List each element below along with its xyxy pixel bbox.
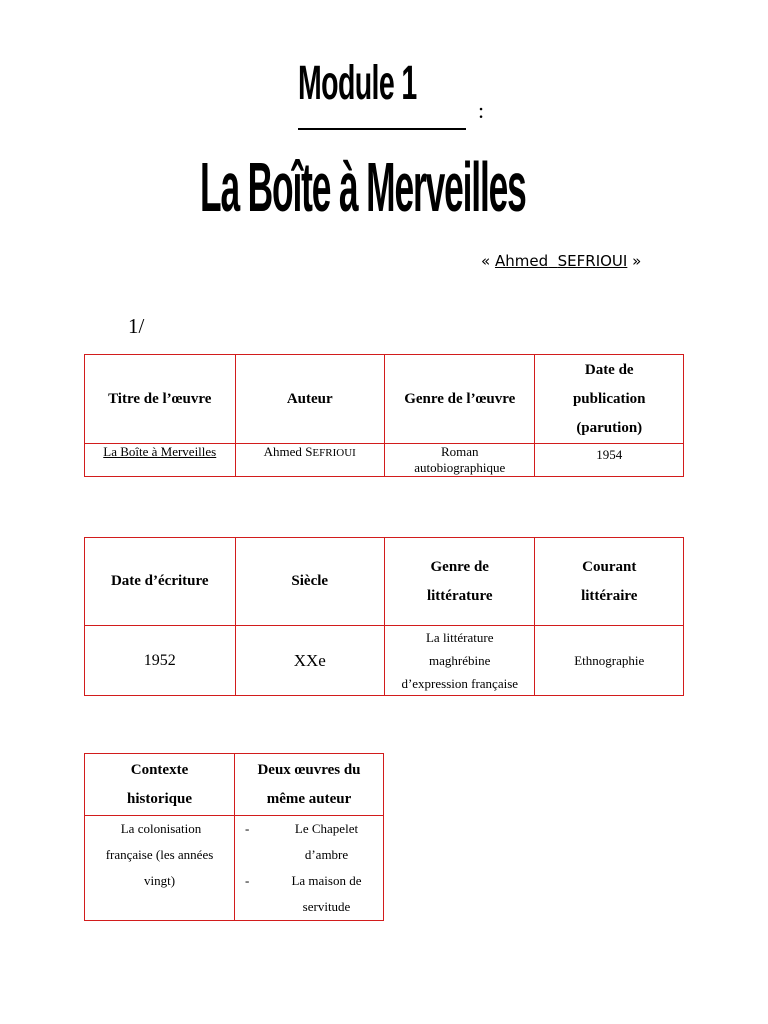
cell-titre: La Boîte à Merveilles	[85, 444, 236, 477]
header-date-publication: Date de publication (parution)	[535, 355, 684, 444]
header-genre-litterature: Genre de littérature	[384, 538, 535, 626]
table-header-row	[85, 538, 684, 626]
author-line	[481, 251, 641, 271]
header-deux-oeuvres: Deux œuvres du même auteur	[235, 754, 384, 816]
header-siecle: Siècle	[235, 538, 384, 626]
cell-genre: Roman autobiographique	[384, 444, 535, 477]
list-item: - Le Chapelet d’ambre	[235, 816, 383, 868]
cell-date-ecriture: 1952	[85, 626, 236, 696]
table-header-row	[85, 355, 684, 444]
section-number: 1/	[128, 314, 145, 338]
quote-close: »	[632, 252, 642, 270]
table-row	[85, 626, 684, 696]
table-book-info	[84, 354, 684, 477]
module-colon: :	[478, 98, 485, 123]
works-list	[235, 816, 383, 920]
list-item: - La maison de servitude	[235, 868, 383, 920]
table-literary-context	[84, 537, 684, 696]
cell-courant: Ethnographie	[535, 626, 684, 696]
header-auteur: Auteur	[235, 355, 384, 444]
module-title: Module 1	[298, 54, 417, 110]
header-contexte: Contexte historique	[85, 754, 235, 816]
cell-date-publication: 1954	[535, 444, 684, 477]
cell-contexte: La colonisation française (les années vingt)	[85, 816, 235, 921]
author-name: Ahmed SEFRIOUI	[494, 252, 628, 270]
header-titre: Titre de l’œuvre	[85, 355, 236, 444]
cell-deux-oeuvres	[235, 816, 384, 921]
cell-siecle: XXe	[235, 626, 384, 696]
header-date-ecriture: Date d’écriture	[85, 538, 236, 626]
table-context-works	[84, 753, 384, 921]
header-genre: Genre de l’œuvre	[384, 355, 535, 444]
table-header-row	[85, 754, 384, 816]
quote-open: «	[481, 252, 491, 270]
dash-bullet: -	[245, 873, 250, 888]
cell-auteur: Ahmed SEFRIOUI	[235, 444, 384, 477]
table-row	[85, 816, 384, 921]
module-underline	[298, 128, 466, 130]
cell-genre-litterature: La littérature maghrébine d’expression française	[384, 626, 535, 696]
table-row	[85, 444, 684, 477]
book-title: La Boîte à Merveilles	[200, 149, 526, 227]
dash-bullet: -	[245, 821, 250, 836]
header-courant: Courant littéraire	[535, 538, 684, 626]
